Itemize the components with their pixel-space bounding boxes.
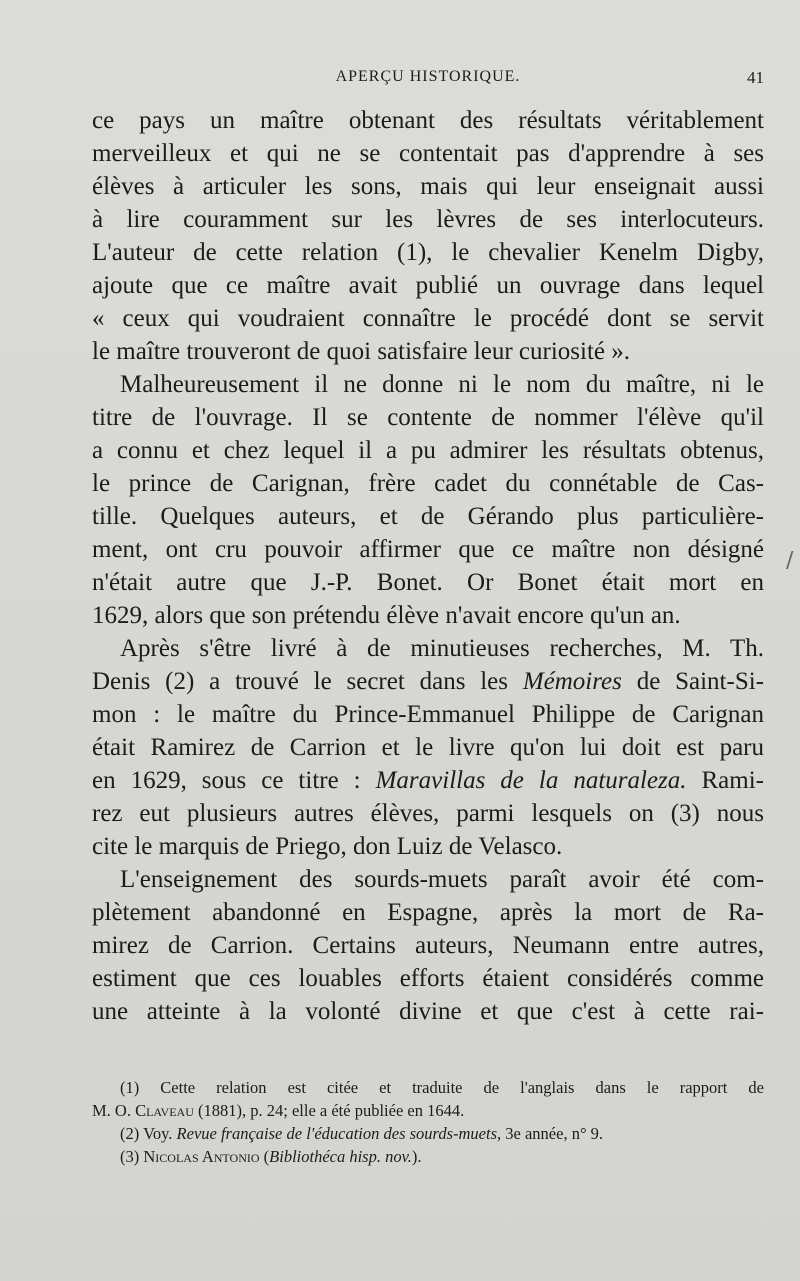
text-line: L'enseignement des sourds-muets paraît avoir été com- [120,866,764,893]
text-span: 3e année, n° 9. [505,1124,604,1143]
text-line: cite le marquis de Priego, don Luiz de Velasco. [92,833,563,860]
text-span: Rami- [701,767,764,794]
text-line: Malheureusement il ne donne ni le nom du maître, ni le [120,371,764,398]
italic-title: Bibliothéca hisp. nov. [269,1147,412,1166]
text-line: élèves à articuler les sons, mais qui leur enseignait aussi [92,173,764,200]
footnote-line [92,1145,764,1168]
text-span: (3) [120,1147,140,1166]
text-line: titre de l'ouvrage. Il se contente de nommer l'élève qu'il [92,404,764,431]
italic-title: Mémoires [522,668,622,695]
margin-mark: ∕ [786,548,794,573]
text-line: était Ramirez de Carrion et le livre qu'on lui doit est paru [92,734,764,761]
text-span: M. O. [92,1101,131,1120]
text-line: une atteinte à la volonté divine et que c'est à cette rai- [92,998,764,1025]
text-span: (1881), p. 24; elle a été publiée en 1644. [198,1101,465,1120]
text-line: le prince de Carignan, frère cadet du connétable de Cas- [92,470,764,497]
text-span: ). [411,1147,422,1166]
page-number: 41 [747,68,764,87]
text-line: tille. Quelques auteurs, et de Gérando plus particulière- [92,503,764,530]
author-name: Claveau [135,1101,194,1120]
text-span: ( [263,1147,270,1166]
text-line: mon : le maître du Prince-Emmanuel Philippe de Carignan [92,701,764,728]
text-span: (2) Voy. [120,1124,173,1143]
text-line [92,665,764,698]
text-span: Denis (2) a trouvé le secret dans les [92,668,509,695]
text-line: Après s'être livré à de minutieuses recherches, M. Th. [120,635,764,662]
footnote-line [92,1099,764,1122]
text-line: ment, ont cru pouvoir affirmer que ce maître non désigné [92,536,764,563]
footnote-line: (1) Cette relation est citée et traduite de l'anglais dans le rapport de [120,1078,764,1097]
text-line: a connu et chez lequel il a pu admirer les résultats obtenus, [92,437,764,464]
text-line: mirez de Carrion. Certains auteurs, Neumann entre autres, [92,932,764,959]
text-line: à lire couramment sur les lèvres de ses interlocuteurs. [92,206,764,233]
running-title: APERÇU HISTORIQUE. [335,68,521,85]
text-line: n'était autre que J.-P. Bonet. Or Bonet était mort en [92,569,764,596]
text-line: « ceux qui voudraient connaître le procédé dont se servit [92,305,764,332]
text-line: L'auteur de cette relation (1), le chevalier Kenelm Digby, [92,239,764,266]
body-text [92,104,764,1028]
author-name: Nicolas Antonio [143,1147,260,1166]
text-line: ce pays un maître obtenant des résultats véritablement [92,107,764,134]
running-head [92,68,764,96]
italic-title: Revue française de l'éducation des sourds-muets, [176,1124,502,1143]
text-span: de Saint-Si- [636,668,764,695]
text-line: ajoute que ce maître avait publié un ouvrage dans lequel [92,272,764,299]
text-line: estiment que ces louables efforts étaient considérés comme [92,965,764,992]
text-line: merveilleux et qui ne se contentait pas d'apprendre à ses [92,140,764,167]
text-line: le maître trouveront de quoi satisfaire leur curiosité ». [92,338,631,365]
text-line: 1629, alors que son prétendu élève n'avait encore qu'un an. [92,602,681,629]
footnote-line [92,1122,764,1145]
text-line: rez eut plusieurs autres élèves, parmi lesquels on (3) nous [92,800,764,827]
text-span: en 1629, sous ce titre : [92,767,361,794]
italic-title: Maravillas de la naturaleza. [375,767,687,794]
text-line: plètement abandonné en Espagne, après la mort de Ra- [92,899,764,926]
footnotes [92,1076,764,1168]
text-line [92,764,764,797]
